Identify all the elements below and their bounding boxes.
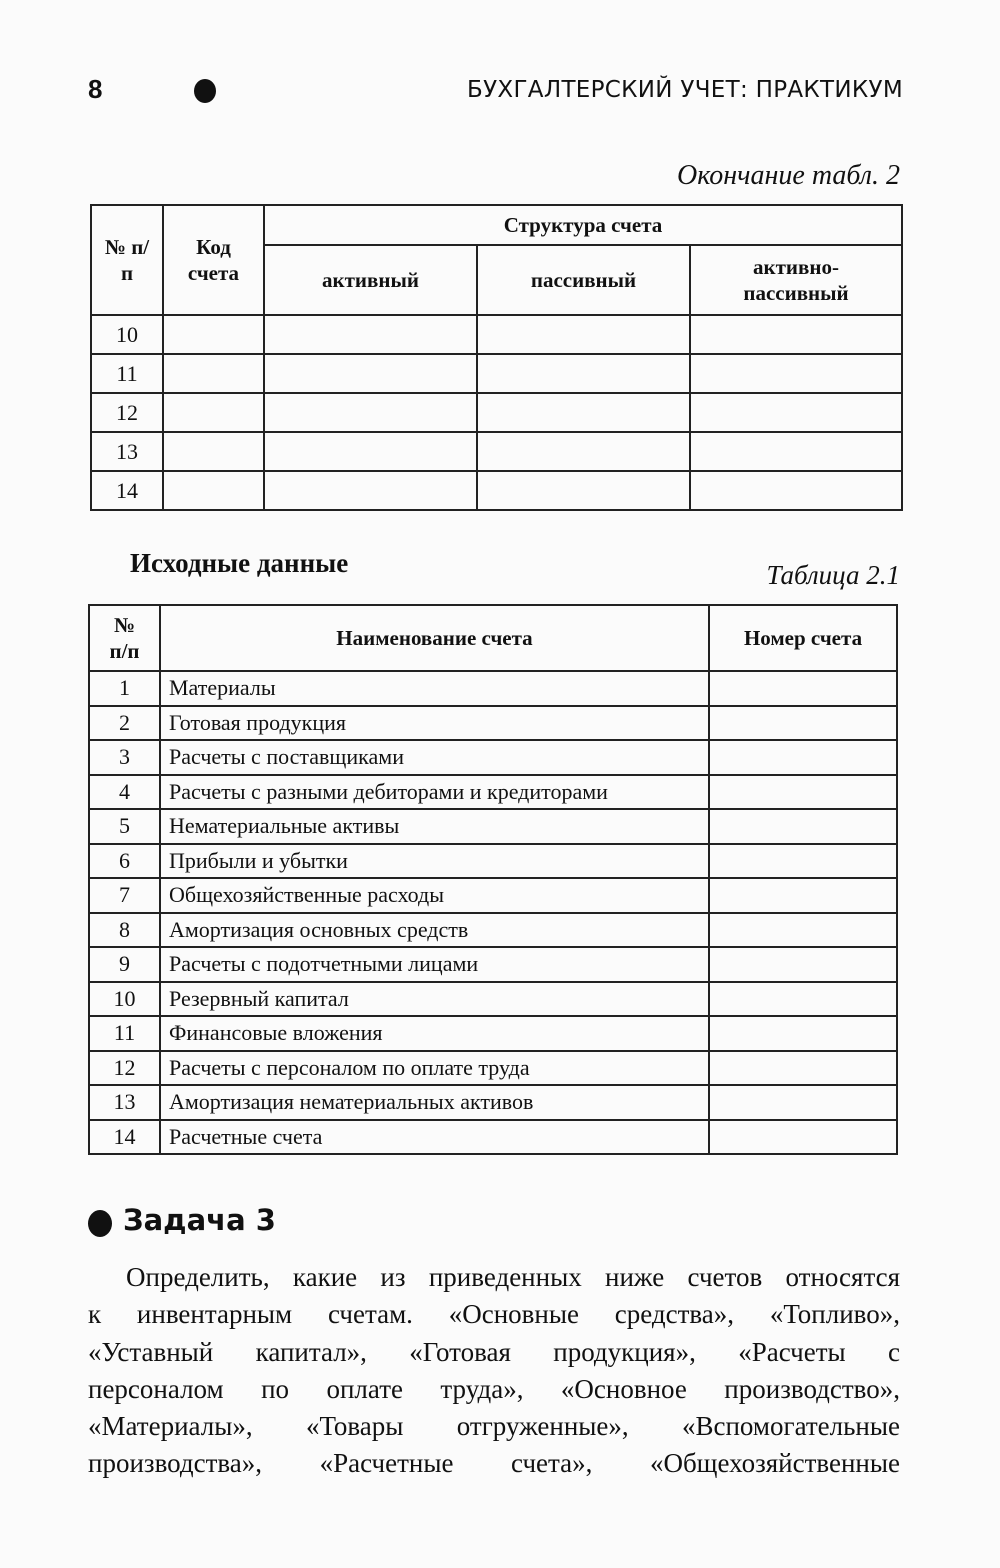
- row-number: 3: [89, 740, 160, 775]
- account-number-cell[interactable]: [709, 1051, 897, 1086]
- row-number: 4: [89, 775, 160, 810]
- passive-cell[interactable]: [477, 471, 690, 510]
- code-cell[interactable]: [163, 315, 264, 354]
- row-number: 11: [89, 1016, 160, 1051]
- running-title: БУХГАЛТЕРСКИЙ УЧЕТ: ПРАКТИКУМ: [467, 77, 903, 103]
- active-passive-cell[interactable]: [690, 393, 902, 432]
- account-number-cell[interactable]: [709, 878, 897, 913]
- row-number: 8: [89, 913, 160, 948]
- account-number-cell[interactable]: [709, 982, 897, 1017]
- table-row: [89, 671, 897, 706]
- row-number: 12: [91, 393, 163, 432]
- passive-cell[interactable]: [477, 432, 690, 471]
- header-name: Наименование счета: [160, 605, 709, 671]
- row-number: 14: [89, 1120, 160, 1155]
- passive-cell[interactable]: [477, 393, 690, 432]
- header-active-passive: активно-пассивный: [690, 245, 902, 315]
- account-structure-table: [90, 204, 903, 511]
- row-number: 5: [89, 809, 160, 844]
- active-cell[interactable]: [264, 354, 477, 393]
- table-row: [89, 1051, 897, 1086]
- active-passive-cell[interactable]: [690, 354, 902, 393]
- row-number: 11: [91, 354, 163, 393]
- account-number-cell[interactable]: [709, 775, 897, 810]
- account-name: Расчеты с персоналом по оплате труда: [160, 1051, 709, 1086]
- account-number-cell[interactable]: [709, 809, 897, 844]
- account-number-cell[interactable]: [709, 913, 897, 948]
- table-continuation-caption: Окончание табл. 2: [677, 160, 900, 191]
- table-caption: Таблица 2.1: [766, 560, 900, 590]
- active-cell[interactable]: [264, 315, 477, 354]
- header-code: Код счета: [163, 205, 264, 315]
- table-row: [89, 1120, 897, 1155]
- text-line: «Уставный капитал», «Готовая продукция», «Расчеты с: [88, 1336, 900, 1367]
- header-num: № п/п: [89, 605, 160, 671]
- account-name: Прибыли и убытки: [160, 844, 709, 879]
- text-line: персоналом по оплате труда», «Основное производство»,: [88, 1373, 900, 1404]
- code-cell[interactable]: [163, 393, 264, 432]
- row-number: 6: [89, 844, 160, 879]
- row-number: 10: [91, 315, 163, 354]
- active-cell[interactable]: [264, 471, 477, 510]
- source-data-table: [88, 604, 898, 1155]
- code-cell[interactable]: [163, 432, 264, 471]
- account-name: Расчетные счета: [160, 1120, 709, 1155]
- account-number-cell[interactable]: [709, 1085, 897, 1120]
- bullet-icon: [194, 79, 216, 103]
- account-number-cell[interactable]: [709, 671, 897, 706]
- table-row: [89, 1085, 897, 1120]
- table-row: [91, 471, 902, 510]
- active-passive-cell[interactable]: [690, 432, 902, 471]
- text-line: к инвентарным счетам. «Основные средства», «Топливо»,: [88, 1299, 900, 1330]
- account-number-cell[interactable]: [709, 1016, 897, 1051]
- active-passive-cell[interactable]: [690, 315, 902, 354]
- account-name: Готовая продукция: [160, 706, 709, 741]
- table-row: [89, 947, 897, 982]
- account-number-cell[interactable]: [709, 1120, 897, 1155]
- table-row: [91, 315, 902, 354]
- account-name: Амортизация нематериальных активов: [160, 1085, 709, 1120]
- row-number: 7: [89, 878, 160, 913]
- table-row: [89, 982, 897, 1017]
- task-text: [88, 1262, 900, 1486]
- table-row: [89, 844, 897, 879]
- account-number-cell[interactable]: [709, 844, 897, 879]
- row-number: 10: [89, 982, 160, 1017]
- row-number: 13: [89, 1085, 160, 1120]
- header-structure: Структура счета: [264, 205, 902, 245]
- row-number: 2: [89, 706, 160, 741]
- account-name: Расчеты с разными дебиторами и кредиторами: [160, 775, 709, 810]
- page-number: 8: [88, 74, 103, 104]
- account-name: Общехозяйственные расходы: [160, 878, 709, 913]
- task-title: Задача 3: [123, 1203, 276, 1237]
- table-row: [91, 393, 902, 432]
- row-number: 12: [89, 1051, 160, 1086]
- active-passive-cell[interactable]: [690, 471, 902, 510]
- row-number: 1: [89, 671, 160, 706]
- text-line: производства», «Расчетные счета», «Общехозяйственные: [88, 1448, 900, 1479]
- header-account-number: Номер счета: [709, 605, 897, 671]
- code-cell[interactable]: [163, 471, 264, 510]
- table-row: [89, 775, 897, 810]
- text-line: Определить, какие из приведенных ниже счетов относятся: [126, 1262, 900, 1292]
- row-number: 9: [89, 947, 160, 982]
- table-row: [89, 740, 897, 775]
- table-row: [91, 354, 902, 393]
- table-row: [91, 432, 902, 471]
- row-number: 14: [91, 471, 163, 510]
- bullet-icon: [88, 1210, 112, 1237]
- table-row: [89, 809, 897, 844]
- table-row: [89, 913, 897, 948]
- code-cell[interactable]: [163, 354, 264, 393]
- text-line: «Материалы», «Товары отгруженные», «Вспомогательные: [88, 1411, 900, 1442]
- header-passive: пассивный: [477, 245, 690, 315]
- account-name: Нематериальные активы: [160, 809, 709, 844]
- account-name: Резервный капитал: [160, 982, 709, 1017]
- account-number-cell[interactable]: [709, 947, 897, 982]
- table-row: [89, 878, 897, 913]
- account-name: Материалы: [160, 671, 709, 706]
- active-cell[interactable]: [264, 393, 477, 432]
- account-name: Расчеты с подотчетными лицами: [160, 947, 709, 982]
- account-number-cell[interactable]: [709, 706, 897, 741]
- passive-cell[interactable]: [477, 354, 690, 393]
- table-row: [89, 1016, 897, 1051]
- header-num: № п/п: [91, 205, 163, 315]
- account-number-cell[interactable]: [709, 740, 897, 775]
- passive-cell[interactable]: [477, 315, 690, 354]
- active-cell[interactable]: [264, 432, 477, 471]
- account-name: Расчеты с поставщиками: [160, 740, 709, 775]
- table-row: [89, 706, 897, 741]
- account-name: Финансовые вложения: [160, 1016, 709, 1051]
- header-active: активный: [264, 245, 477, 315]
- section-title: Исходные данные: [130, 548, 349, 578]
- account-name: Амортизация основных средств: [160, 913, 709, 948]
- row-number: 13: [91, 432, 163, 471]
